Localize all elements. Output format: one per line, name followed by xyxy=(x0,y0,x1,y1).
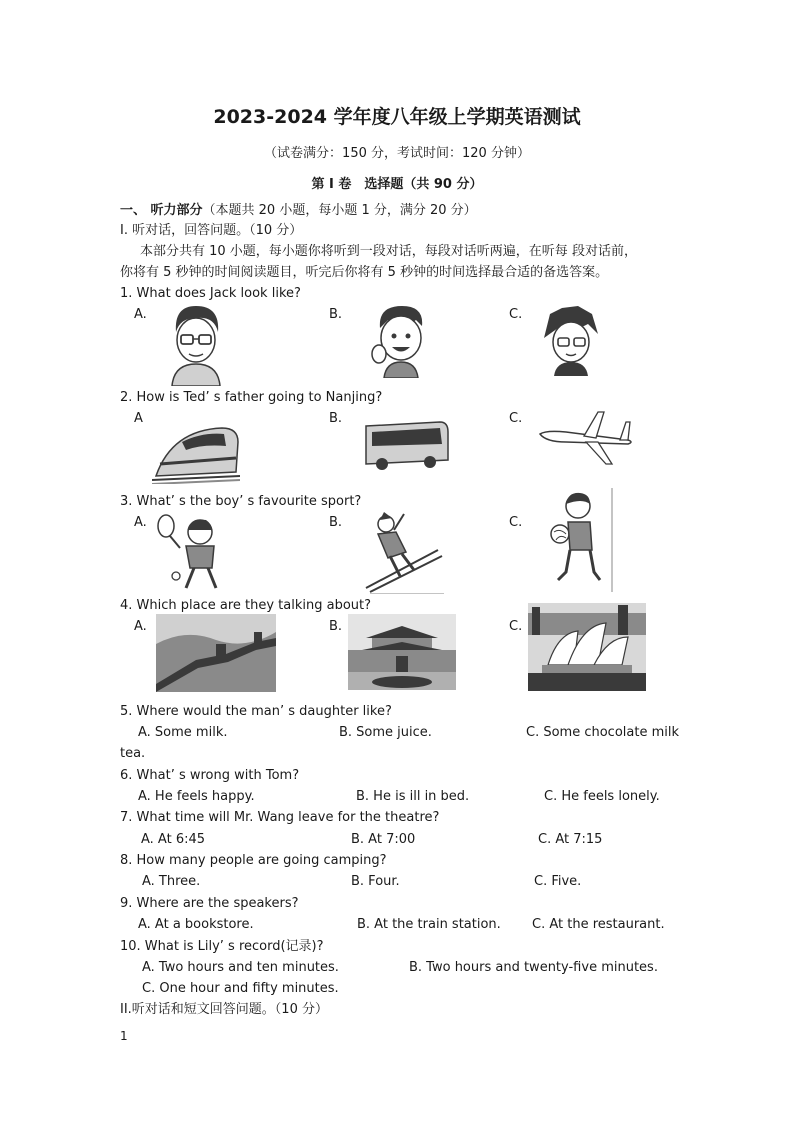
option-text: C. Some chocolate milk xyxy=(526,725,680,740)
option-text: C. At the restaurant. xyxy=(532,917,665,932)
page-number: 1 xyxy=(120,1029,128,1043)
part-heading: 第 I 卷 选择题（共 90 分） xyxy=(311,177,483,192)
option-text: A. At a bookstore. xyxy=(138,917,254,932)
option-text: A. Some milk. xyxy=(138,725,228,740)
option-text: A. He feels happy. xyxy=(138,789,255,804)
subsection-heading: II.听对话和短文回答问题。（10 分） xyxy=(120,1002,328,1017)
boy-spiky-hair-illustration xyxy=(540,304,600,376)
option-label: B. xyxy=(329,307,343,322)
question-text: 5. Where would the man’ s daughter like? xyxy=(120,704,392,719)
question-text: 7. What time will Mr. Wang leave for the theatre? xyxy=(120,810,440,825)
option-text: B. At 7:00 xyxy=(351,832,416,847)
question-text: 8. How many people are going camping? xyxy=(120,853,387,868)
great-wall-photo xyxy=(156,614,276,692)
option-label: C. xyxy=(509,411,523,426)
option-text: C. At 7:15 xyxy=(538,832,603,847)
question-text: 3. What’ s the boy’ s favourite sport? xyxy=(120,494,362,509)
option-label: A. xyxy=(134,307,147,322)
exam-info: （试卷满分：150 分，考试时间：120 分钟） xyxy=(264,146,530,161)
option-label: B. xyxy=(329,515,343,530)
question-text: 6. What’ s wrong with Tom? xyxy=(120,768,300,783)
question-text: 2. How is Ted’ s father going to Nanjing? xyxy=(120,390,383,405)
sydney-opera-house-photo xyxy=(528,603,646,691)
option-label: C. xyxy=(509,307,523,322)
section-label: 一、 听力部分 xyxy=(120,203,203,218)
option-label: A. xyxy=(134,619,147,634)
tennis-player-illustration xyxy=(156,512,228,592)
page-title: 2023-2024 学年度八年级上学期英语测试 xyxy=(213,106,581,128)
question-text: 1. What does Jack look like? xyxy=(120,286,301,301)
option-label: A. xyxy=(134,515,147,530)
question-text: 10. What is Lily’ s record(记录)? xyxy=(120,939,324,954)
intro-line: 你将有 5 秒钟的时间阅读题目，听完后你将有 5 秒钟的时间选择最合适的备选答案。 xyxy=(120,265,609,280)
question-text: 4. Which place are they talking about? xyxy=(120,598,372,613)
airplane-illustration xyxy=(536,404,636,468)
option-label: C. xyxy=(509,619,523,634)
option-text: C. Five. xyxy=(534,874,582,889)
option-text: C. One hour and fifty minutes. xyxy=(142,981,339,996)
option-text: B. Two hours and twenty-five minutes. xyxy=(409,960,658,975)
volleyball-player-illustration xyxy=(548,488,616,592)
option-text: A. Three. xyxy=(142,874,201,889)
intro-line: 本部分共有 10 小题，每小题你将听到一段对话，每段对话听两遍，在听每 段对话前， xyxy=(140,244,637,259)
question-text: 9. Where are the speakers? xyxy=(120,896,299,911)
bus-illustration xyxy=(360,418,450,472)
option-text-wrap: tea. xyxy=(120,746,146,761)
train-illustration xyxy=(152,420,240,484)
boy-glasses-illustration xyxy=(162,302,230,386)
option-label: C. xyxy=(509,515,523,530)
option-label: B. xyxy=(329,411,343,426)
section-desc: （本题共 20 小题，每小题 1 分，满分 20 分） xyxy=(202,203,477,218)
option-text: C. He feels lonely. xyxy=(544,789,660,804)
option-text: B. At the train station. xyxy=(357,917,501,932)
option-label: A xyxy=(134,411,143,426)
option-text: A. At 6:45 xyxy=(141,832,206,847)
option-label: B. xyxy=(329,619,343,634)
boy-waving-illustration xyxy=(370,302,430,378)
tiananmen-photo xyxy=(348,614,456,690)
subsection-heading: I. 听对话，回答问题。（10 分） xyxy=(120,223,303,238)
option-text: B. Some juice. xyxy=(339,725,432,740)
option-text: A. Two hours and ten minutes. xyxy=(142,960,339,975)
skier-illustration xyxy=(360,510,444,594)
section-heading xyxy=(120,202,477,219)
option-text: B. Four. xyxy=(351,874,400,889)
option-text: B. He is ill in bed. xyxy=(356,789,470,804)
